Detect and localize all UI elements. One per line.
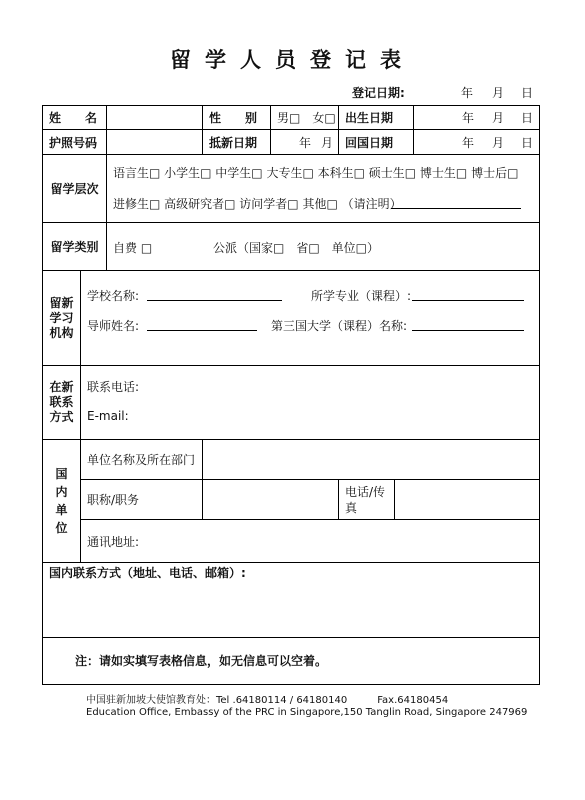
name-field[interactable] bbox=[107, 106, 203, 129]
form-title: 留学人员登记表 bbox=[170, 48, 415, 72]
birth-date-field[interactable] bbox=[414, 106, 539, 129]
gender-options[interactable]: 男□ 女□ bbox=[271, 106, 339, 129]
unit-name-row bbox=[81, 440, 539, 480]
study-level-line2: 进修生□ 高级研究者□ 访问学者□ 其他□ （请注明） bbox=[113, 197, 402, 211]
footer-contact-cn: 中国驻新加坡大使馆教育处：Tel .64180114 / 64180140 Fax.64180454 bbox=[86, 695, 449, 706]
study-category-label: 留学类别 bbox=[43, 223, 107, 270]
gender-label: 性 别 bbox=[203, 106, 271, 129]
supervisor-line[interactable] bbox=[147, 330, 257, 331]
third-university-label: 第三国大学（课程）名称: bbox=[271, 319, 408, 333]
return-year-unit: 年 bbox=[462, 135, 475, 150]
school-name-line[interactable] bbox=[147, 300, 282, 301]
arrival-date-field[interactable] bbox=[271, 130, 339, 154]
register-month-unit: 月 bbox=[492, 86, 505, 100]
arrival-year-unit: 年 bbox=[299, 135, 312, 150]
row-contact-sg bbox=[43, 366, 539, 440]
institution-label-3: 机构 bbox=[49, 325, 74, 340]
job-title-field[interactable] bbox=[203, 480, 339, 519]
row-domestic-contact[interactable] bbox=[43, 563, 539, 638]
birth-month-unit: 月 bbox=[492, 111, 505, 125]
birth-year-unit: 年 bbox=[462, 111, 475, 125]
contact-sg-fields[interactable] bbox=[81, 366, 539, 439]
institution-fields bbox=[81, 271, 539, 365]
study-category-options[interactable] bbox=[107, 223, 539, 270]
institution-label bbox=[43, 271, 81, 365]
school-name-label: 学校名称: bbox=[87, 289, 140, 303]
institution-label-2: 学习 bbox=[49, 310, 74, 325]
row-note bbox=[43, 638, 539, 684]
domestic-unit-label-3: 单 bbox=[55, 503, 68, 517]
arrival-date-label: 抵新日期 bbox=[203, 130, 271, 154]
supervisor-label: 导师姓名: bbox=[87, 319, 140, 333]
birth-day-unit: 日 bbox=[521, 111, 534, 125]
register-year-unit: 年 bbox=[461, 86, 474, 100]
unit-name-label: 单位名称及所在部门 bbox=[81, 440, 203, 479]
register-day-unit: 日 bbox=[521, 86, 534, 100]
phone-fax-field[interactable] bbox=[395, 480, 539, 519]
study-level-line1: 语言生□ 小学生□ 中学生□ 大专生□ 本科生□ 硕士生□ 博士生□ 博士后□ bbox=[113, 166, 519, 180]
domestic-contact-label: 国内联系方式（地址、电话、邮箱）: bbox=[49, 566, 246, 580]
contact-sg-label bbox=[43, 366, 81, 439]
major-label: 所学专业（课程）: bbox=[311, 289, 412, 303]
domestic-unit-label-2: 内 bbox=[55, 485, 68, 499]
row-name bbox=[43, 106, 539, 130]
return-date-label: 回国日期 bbox=[339, 130, 414, 154]
note-text: 注：请如实填写表格信息，如无信息可以空着。 bbox=[75, 654, 328, 668]
form-table bbox=[42, 105, 540, 685]
self-funded-option[interactable]: 自费 □ bbox=[113, 241, 153, 255]
major-line[interactable] bbox=[412, 300, 524, 301]
return-month-unit: 月 bbox=[492, 135, 505, 150]
study-level-other-line[interactable] bbox=[391, 208, 521, 209]
public-funded-option[interactable]: 公派（国家□ 省□ 单位□） bbox=[213, 241, 380, 255]
address-label: 通讯地址: bbox=[87, 535, 140, 549]
contact-email-label: E-mail: bbox=[87, 409, 129, 423]
row-domestic-unit bbox=[43, 440, 539, 563]
contact-sg-label-3: 方式 bbox=[49, 410, 74, 424]
name-label: 姓 名 bbox=[43, 106, 107, 129]
arrival-month-unit: 月 bbox=[321, 135, 334, 150]
job-title-row bbox=[81, 480, 539, 520]
passport-field[interactable] bbox=[107, 130, 203, 154]
row-study-level bbox=[43, 155, 539, 223]
contact-sg-label-1: 在新 bbox=[49, 380, 74, 394]
return-date-field[interactable] bbox=[414, 130, 539, 154]
phone-fax-label-1: 电话/传 bbox=[345, 484, 386, 499]
return-day-unit: 日 bbox=[521, 135, 534, 150]
passport-label: 护照号码 bbox=[43, 130, 107, 154]
domestic-unit-label bbox=[43, 440, 81, 562]
phone-fax-label-2: 真 bbox=[345, 500, 358, 515]
phone-fax-label bbox=[339, 480, 395, 519]
row-study-category bbox=[43, 223, 539, 271]
job-title-label: 职称/职务 bbox=[81, 480, 203, 519]
institution-label-1: 留新 bbox=[49, 295, 74, 310]
row-passport bbox=[43, 130, 539, 155]
unit-name-field[interactable] bbox=[203, 440, 539, 479]
register-date-label: 登记日期: bbox=[352, 86, 405, 100]
third-university-line[interactable] bbox=[412, 330, 524, 331]
study-level-label: 留学层次 bbox=[43, 155, 107, 222]
address-row[interactable] bbox=[81, 520, 539, 562]
study-level-options[interactable] bbox=[107, 155, 539, 222]
birth-date-label: 出生日期 bbox=[339, 106, 414, 129]
domestic-unit-grid bbox=[81, 440, 539, 562]
domestic-unit-label-4: 位 bbox=[55, 521, 68, 535]
contact-phone-label: 联系电话: bbox=[87, 380, 140, 394]
contact-sg-label-2: 联系 bbox=[49, 395, 74, 409]
row-institution bbox=[43, 271, 539, 366]
footer-address-en: Education Office, Embassy of the PRC in Singapore,150 Tanglin Road, Singapore 247969 bbox=[86, 707, 528, 718]
domestic-unit-label-1: 国 bbox=[55, 467, 68, 481]
